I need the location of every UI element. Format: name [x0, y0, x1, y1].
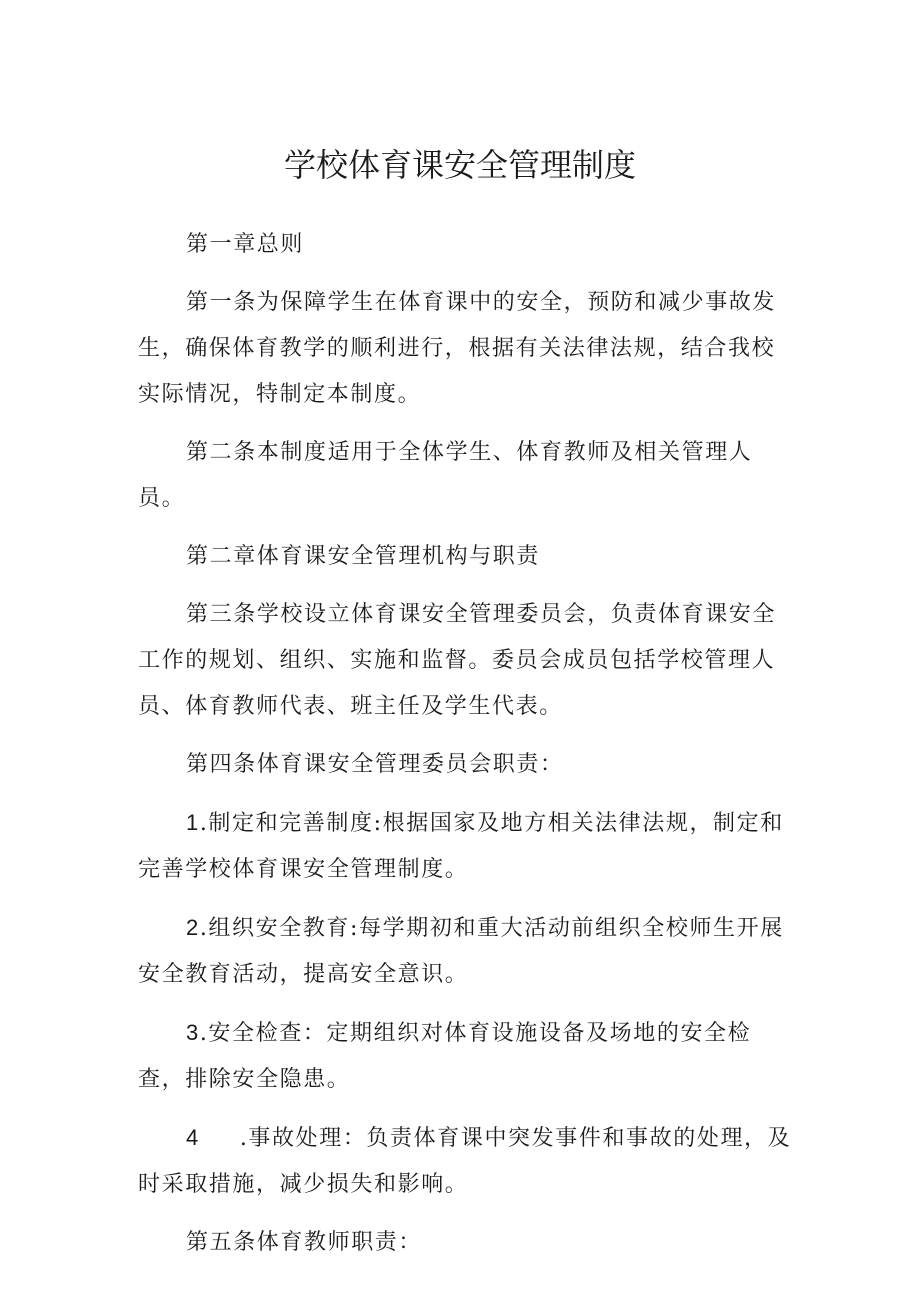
list-item-number: 4 [186, 1125, 200, 1150]
list-item-text: .事故处理：负责体育课中突发事件和事故的处理，及时采取措施，减少损失和影响。 [138, 1126, 792, 1197]
document-body [138, 222, 798, 1278]
list-item [138, 1010, 798, 1103]
list-item [138, 905, 798, 998]
list-item-number: 3 [186, 1020, 200, 1045]
list-item-text: .制定和完善制度:根据国家及地方相关法律法规，制定和完善学校体育课安全管理制度。 [138, 811, 784, 882]
list-item-number: 2 [186, 915, 200, 940]
list-item [138, 800, 798, 893]
article-four: 第四条体育课安全管理委员会职责： [186, 752, 564, 777]
chapter-one-heading: 第一章总则 [186, 232, 305, 257]
article-five: 第五条体育教师职责： [186, 1230, 423, 1255]
article-one: 第一条为保障学生在体育课中的安全，预防和减少事故发生，确保体育教学的顺利进行，根据有关法律法规，结合我校实际情况，特制定本制度。 [138, 290, 777, 407]
article-two: 第二条本制度适用于全体学生、体育教师及相关管理人员。 [138, 440, 753, 511]
document-title: 学校体育课安全管理制度 [283, 146, 636, 184]
list-item [138, 1115, 798, 1208]
article-three: 第三条学校设立体育课安全管理委员会，负责体育课安全工作的规划、组织、实施和监督。委员会成员包括学校管理人员、体育教师代表、班主任及学生代表。 [138, 602, 777, 719]
list-item-text: .组织安全教育:每学期初和重大活动前组织全校师生开展安全教育活动，提高安全意识。 [138, 916, 784, 987]
list-item-number: 1 [186, 810, 200, 835]
list-item-text: .安全检查：定期组织对体育设施设备及场地的安全检查，排除安全隐患。 [138, 1021, 752, 1092]
chapter-two-heading: 第二章体育课安全管理机构与职责 [186, 544, 541, 569]
